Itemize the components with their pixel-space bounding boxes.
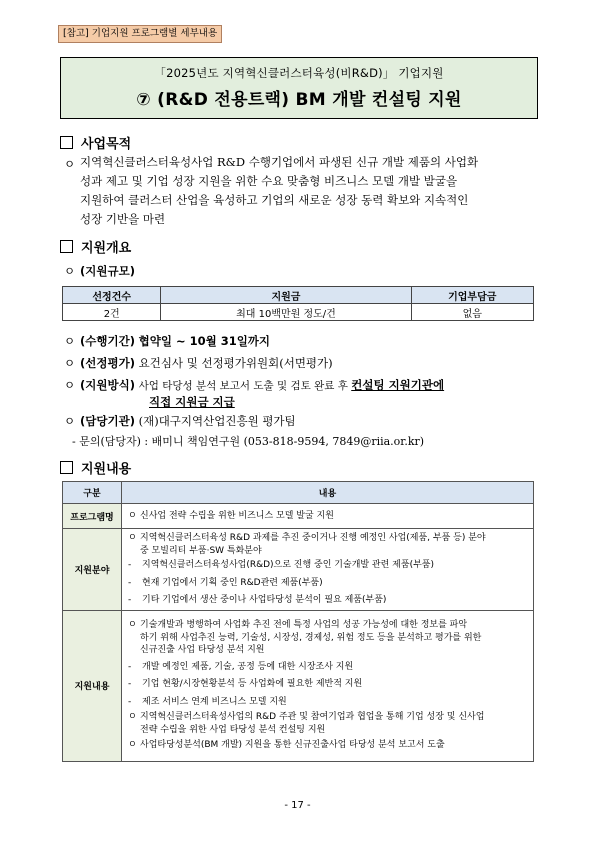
table-header: 구분 (63, 482, 122, 504)
eval-item: ㅇ (선정평가) 요건심사 및 선정평가위원회(서면평가) (64, 356, 333, 370)
square-bullet-icon (60, 136, 73, 149)
field-content: ㅇ 지역혁신클러스터육성 R&D 과제를 추진 중이거나 진행 예정인 사업(제품, 부품 등) 분야 중 모빌리티 부품·SW 특화분야 - 지역혁신클러스터육성사업(R&D)으로 진행 중인 기술개발 관련 제품(부품) - 현재 기업에서 기획 중인 R&D관련 제품(부품) - 기타 기업에서 생산 중이나 사업타당성 분석이 필요 제품(부품) (122, 529, 534, 611)
purpose-text: 지역혁신클러스터육성사업 R&D 수행기업에서 파생된 신규 개발 제품의 사업화 성과 제고 및 기업 성장 지원을 위한 수요 맞춤형 비즈니스 모델 개발 발굴을 지원하여 클러스터 산업을 육성하고 기업의 새로운 성장 동력 확보와 지속적인 성장 기반을 마련 (80, 155, 479, 226)
table-header: 지원금 (161, 287, 411, 304)
table-cell: 없음 (411, 304, 533, 321)
method-item-cont: 직접 지원금 지급 (149, 395, 235, 409)
table-header: 기업부담금 (411, 287, 533, 304)
page-number: - 17 - (284, 800, 311, 811)
table-header: 내용 (122, 482, 534, 504)
section-purpose-heading: 사업목적 (60, 133, 131, 152)
row-label-detail: 지원내용 (63, 610, 122, 761)
agency-item: ㅇ (담당기관) (재)대구지역산업진흥원 평가팀 (64, 414, 296, 428)
detail-content: ㅇ 기술개발과 병행하여 사업화 추진 전에 특정 사업의 성공 가능성에 대한 정보를 파악 하기 위해 사업추진 능력, 기술성, 시장성, 경제성, 위험 정도 등을 분석하고 평가를 위한 신규진출 사업 타당성 분석 지원 - 개발 예정인 제품, 기술, 공정 등에 대한 시장조사 지원 - 기업 현황/시장현황분석 등 사업화에 필요한 제반적 지원 - 제조 서비스 연계 비즈니스 모델 지원 ㅇ 지역혁신클러스터육성사업의 R&D 주관 및 참여기업과 협업을 통해 기업 성장 및 신사업 전략 수립을 위한 사업 타당성 분석 컨설팅 지원 ㅇ 사업타당성분석(BM 개발) 지원을 통한 신규진출사업 타당성 분석 보고서 도출 (122, 610, 534, 761)
table-cell: 2건 (63, 304, 161, 321)
table-header: 선정건수 (63, 287, 161, 304)
table-cell: 최대 10백만원 정도/건 (161, 304, 411, 321)
title-line2: ⑦ (R&D 전용트랙) BM 개발 컨설팅 지원 (136, 90, 462, 110)
reference-tag: [참고] 기업지원 프로그램별 세부내용 (58, 25, 222, 43)
period-item: ㅇ (수행기간) 협약일 ~ 10월 31일까지 (64, 334, 271, 348)
title-box (60, 57, 538, 119)
support-content-table (62, 481, 534, 762)
method-item: ㅇ (지원방식) 사업 타당성 분석 보고서 도출 및 검토 완료 후 컨설팅 지원기관에 (64, 378, 445, 392)
purpose-bullet: ㅇ (64, 157, 76, 171)
program-content: ㅇ 신사업 전략 수립을 위한 비즈니스 모델 발굴 지원 (122, 504, 534, 529)
row-label-field: 지원분야 (63, 529, 122, 611)
section-content-heading: 지원내용 (60, 458, 131, 477)
scale-item: ㅇ (지원규모) (64, 264, 135, 278)
row-label-program: 프로그램명 (63, 504, 122, 529)
title-line1: 「2025년도 지역혁신클러스터육성(비R&D)」 기업지원 (154, 66, 444, 80)
contact-line: - 문의(담당자) : 배미니 책임연구원 (053-818-9594, 7849@riia.or.kr) (72, 435, 425, 448)
square-bullet-icon (60, 240, 73, 253)
section-overview-heading: 지원개요 (60, 237, 131, 256)
square-bullet-icon (60, 461, 73, 474)
support-scale-table (62, 286, 534, 321)
